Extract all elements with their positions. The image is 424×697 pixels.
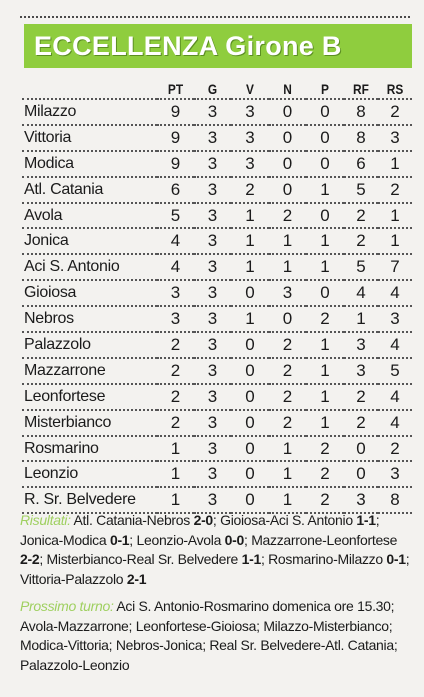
result-score: 2-0 <box>193 512 213 528</box>
stat-n: 1 <box>269 228 306 254</box>
stat-rf: 2 <box>344 228 378 254</box>
team-name: Vittoria <box>22 125 157 151</box>
team-name: Mazzarrone <box>22 358 157 384</box>
stat-pt: 6 <box>157 177 194 203</box>
result-score: 0-1 <box>386 551 406 567</box>
stat-pt: 2 <box>157 358 194 384</box>
team-name: Gioiosa <box>22 280 157 306</box>
stat-g: 3 <box>194 228 231 254</box>
header-row <box>22 80 412 99</box>
stat-g: 3 <box>194 306 231 332</box>
result-match: Atl. Catania-Nebros <box>73 512 194 528</box>
stat-pt: 2 <box>157 384 194 410</box>
team-name: Atl. Catania <box>22 177 157 203</box>
stat-n: 1 <box>269 487 306 513</box>
stat-rf: 3 <box>344 358 378 384</box>
column-header-rs: RS <box>381 80 410 99</box>
team-name: Modica <box>22 151 157 177</box>
team-name: Rosmarino <box>22 436 157 462</box>
table-row <box>22 177 412 203</box>
result-item <box>47 551 261 567</box>
stat-n: 2 <box>269 384 306 410</box>
stat-rf: 4 <box>344 280 378 306</box>
stat-p: 2 <box>306 306 344 332</box>
stat-v: 0 <box>231 461 269 487</box>
stat-v: 0 <box>231 332 269 358</box>
next-round-label: Prossimo turno: <box>20 598 114 614</box>
standings-body <box>22 99 412 513</box>
stat-pt: 5 <box>157 203 194 229</box>
result-item <box>268 551 406 567</box>
results-label: Risultati: <box>20 512 71 528</box>
stat-n: 2 <box>269 410 306 436</box>
next-round-paragraph: Prossimo turno: Aci S. Antonio-Rosmarino domenica ore 15.30; Avola-Mazzarrone; Leonfortese-Gioiosa; Milazzo-Misterbianco; Modica-Vittoria; Nebros-Jonica; Real Sr. Belvedere-Atl. Catania; Palazzolo-Leonzio <box>20 598 398 673</box>
fixture-item: Leonfortese-Gioiosa <box>135 617 257 634</box>
table-row <box>22 306 412 332</box>
table-row <box>22 384 412 410</box>
stat-g: 3 <box>194 203 231 229</box>
stat-rs: 4 <box>378 280 412 306</box>
stat-rf: 1 <box>344 306 378 332</box>
stat-n: 0 <box>269 125 306 151</box>
stat-v: 2 <box>231 177 269 203</box>
stat-pt: 1 <box>157 436 194 462</box>
result-match: Leonzio-Avola <box>136 531 225 548</box>
stat-p: 0 <box>306 125 344 151</box>
stat-n: 2 <box>269 332 306 358</box>
stat-p: 2 <box>306 461 344 487</box>
result-item <box>20 571 146 587</box>
result-score: 2-2 <box>20 551 40 567</box>
stat-g: 3 <box>194 332 231 358</box>
team-column-header <box>32 80 147 99</box>
fixture-item: Real Sr. Belvedere-Atl. Catania <box>209 637 394 653</box>
result-score: 1-1 <box>356 512 376 528</box>
stat-rs: 2 <box>378 99 412 125</box>
stat-p: 1 <box>306 177 344 203</box>
stat-n: 0 <box>269 151 306 177</box>
stat-v: 0 <box>231 436 269 462</box>
team-name: Leonfortese <box>22 384 157 410</box>
result-score: 2-1 <box>126 570 147 587</box>
team-name: R. Sr. Belvedere <box>22 487 157 513</box>
stat-p: 1 <box>306 358 344 384</box>
stat-v: 1 <box>231 228 269 254</box>
stat-pt: 9 <box>157 125 194 151</box>
standings-table <box>22 80 412 514</box>
team-name: Nebros <box>22 306 157 332</box>
team-name: Palazzolo <box>22 332 157 358</box>
table-row <box>22 280 412 306</box>
stat-rs: 4 <box>378 410 412 436</box>
stat-p: 1 <box>306 332 344 358</box>
result-match: Gioiosa-Aci S. Antonio <box>220 512 357 528</box>
stat-v: 1 <box>231 203 269 229</box>
stat-rs: 4 <box>378 384 412 410</box>
fixture-item: Modica-Vittoria <box>20 637 109 653</box>
stat-n: 2 <box>269 358 306 384</box>
stat-rf: 2 <box>344 203 378 229</box>
stat-rf: 5 <box>344 254 378 280</box>
stat-pt: 3 <box>157 306 194 332</box>
stat-rf: 2 <box>344 410 378 436</box>
stat-g: 3 <box>194 487 231 513</box>
column-header-p: P <box>309 80 341 99</box>
stat-rf: 3 <box>344 332 378 358</box>
table-row <box>22 151 412 177</box>
stat-g: 3 <box>194 410 231 436</box>
stat-v: 3 <box>231 151 269 177</box>
league-title: ECCELLENZA Girone B <box>34 30 342 61</box>
stat-rs: 5 <box>378 358 412 384</box>
stat-rs: 3 <box>378 125 412 151</box>
stat-pt: 1 <box>157 487 194 513</box>
results-paragraph: Risultati: Atl. Catania-Nebros 2-0; Gioiosa-Aci S. Antonio 1-1; Jonica-Modica 0-1; Leonzio-Avola 0-0; Mazzarrone-Leonfortese 2-2; Misterbianco-Real Sr. Belvedere 1-1; Rosmarino-Milazzo 0-1; Vittoria-Palazzolo 2-1 <box>20 512 410 587</box>
stat-rs: 2 <box>378 436 412 462</box>
stat-g: 3 <box>194 151 231 177</box>
stat-v: 3 <box>231 99 269 125</box>
result-score: 0-0 <box>224 531 244 548</box>
stat-rs: 2 <box>378 177 412 203</box>
stat-p: 1 <box>306 254 344 280</box>
stat-n: 1 <box>269 254 306 280</box>
stat-n: 0 <box>269 306 306 332</box>
title-banner <box>24 24 412 68</box>
stat-pt: 1 <box>157 461 194 487</box>
stat-g: 3 <box>194 125 231 151</box>
notes <box>20 511 412 683</box>
team-name: Jonica <box>22 228 157 254</box>
result-score: 1-1 <box>241 551 261 567</box>
stat-n: 1 <box>269 461 306 487</box>
fixture-item: Avola-Mazzarrone <box>20 617 129 634</box>
result-match: Vittoria-Palazzolo <box>20 570 127 587</box>
stat-n: 0 <box>269 99 306 125</box>
column-header-v: V <box>234 80 266 99</box>
table-row <box>22 332 412 358</box>
result-item <box>20 532 129 548</box>
stat-g: 3 <box>194 461 231 487</box>
stat-rs: 1 <box>378 151 412 177</box>
stat-g: 3 <box>194 254 231 280</box>
stat-g: 3 <box>194 99 231 125</box>
result-item <box>136 532 244 548</box>
table-row <box>22 203 412 229</box>
stat-rs: 3 <box>378 306 412 332</box>
stat-pt: 9 <box>157 99 194 125</box>
stat-rf: 2 <box>344 384 378 410</box>
column-header-rf: RF <box>347 80 376 99</box>
stat-n: 3 <box>269 280 306 306</box>
stat-pt: 3 <box>157 280 194 306</box>
stat-g: 3 <box>194 280 231 306</box>
stat-g: 3 <box>194 384 231 410</box>
stat-n: 1 <box>269 436 306 462</box>
stat-rf: 8 <box>344 99 378 125</box>
table-row <box>22 461 412 487</box>
result-item <box>220 512 376 528</box>
stat-v: 0 <box>231 410 269 436</box>
stat-rs: 1 <box>378 203 412 229</box>
stat-v: 0 <box>231 487 269 513</box>
stat-rs: 1 <box>378 228 412 254</box>
stat-p: 0 <box>306 99 344 125</box>
stat-v: 1 <box>231 306 269 332</box>
stat-rf: 5 <box>344 177 378 203</box>
stat-rs: 4 <box>378 332 412 358</box>
table-row <box>22 228 412 254</box>
stat-n: 2 <box>269 203 306 229</box>
table-row <box>22 358 412 384</box>
top-dotted-rule <box>20 16 410 18</box>
result-match: Mazzarrone-Leonfortese <box>251 531 398 548</box>
stat-v: 0 <box>231 280 269 306</box>
fixture-item: Palazzolo-Leonzio <box>20 656 130 673</box>
result-match: Jonica-Modica <box>20 531 110 548</box>
result-score: 0-1 <box>109 531 130 548</box>
stat-pt: 4 <box>157 228 194 254</box>
stat-v: 0 <box>231 358 269 384</box>
stat-pt: 9 <box>157 151 194 177</box>
team-name: Leonzio <box>22 461 157 487</box>
stat-g: 3 <box>194 358 231 384</box>
table-row <box>22 125 412 151</box>
table-row <box>22 254 412 280</box>
stat-p: 0 <box>306 203 344 229</box>
table-row <box>22 487 412 513</box>
stat-v: 0 <box>231 384 269 410</box>
result-match: Misterbianco-Real Sr. Belvedere <box>46 551 242 567</box>
stat-pt: 2 <box>157 332 194 358</box>
stat-p: 1 <box>306 410 344 436</box>
fixture-item: Aci S. Antonio-Rosmarino domenica ore 15.30 <box>116 598 391 614</box>
table-row <box>22 410 412 436</box>
team-name: Misterbianco <box>22 410 157 436</box>
stat-g: 3 <box>194 177 231 203</box>
stat-rf: 8 <box>344 125 378 151</box>
fixture-item: Milazzo-Misterbianco <box>263 617 389 634</box>
column-header-n: N <box>272 80 303 99</box>
stat-g: 3 <box>194 436 231 462</box>
table-row <box>22 436 412 462</box>
result-match: Rosmarino-Milazzo <box>268 551 387 567</box>
team-name: Avola <box>22 203 157 229</box>
stat-v: 1 <box>231 254 269 280</box>
result-item <box>74 512 213 528</box>
stat-v: 3 <box>231 125 269 151</box>
team-name: Aci S. Antonio <box>22 254 157 280</box>
stat-rf: 0 <box>344 436 378 462</box>
team-name: Milazzo <box>22 99 157 125</box>
stat-p: 0 <box>306 151 344 177</box>
stat-p: 1 <box>306 384 344 410</box>
stat-pt: 4 <box>157 254 194 280</box>
stat-rf: 6 <box>344 151 378 177</box>
column-header-pt: PT <box>160 80 191 99</box>
stat-rf: 3 <box>344 487 378 513</box>
table-row <box>22 99 412 125</box>
stat-p: 2 <box>306 436 344 462</box>
stat-p: 1 <box>306 228 344 254</box>
stat-n: 0 <box>269 177 306 203</box>
stat-rs: 7 <box>378 254 412 280</box>
stat-p: 2 <box>306 487 344 513</box>
stat-rf: 0 <box>344 461 378 487</box>
stat-pt: 2 <box>157 410 194 436</box>
fixture-item: Nebros-Jonica <box>115 637 203 653</box>
stat-p: 0 <box>306 280 344 306</box>
stat-rs: 8 <box>378 487 412 513</box>
column-header-g: G <box>197 80 228 99</box>
stat-rs: 3 <box>378 461 412 487</box>
